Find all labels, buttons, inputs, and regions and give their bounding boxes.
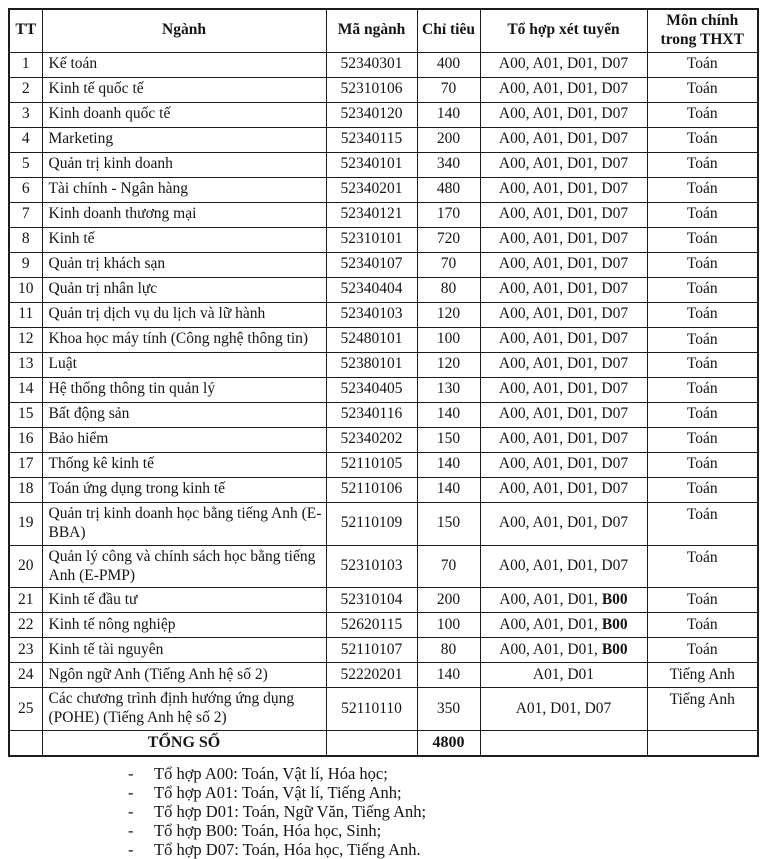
tohop-text: A00, A01, D01, D07: [498, 80, 629, 98]
cell-tt: 11: [9, 302, 42, 327]
cell-tohop: [480, 252, 647, 277]
cell-ma: 52110107: [326, 638, 417, 663]
cell-mon: Toán: [647, 127, 758, 152]
cell-ma: 52620115: [326, 613, 417, 638]
header-row: [9, 9, 758, 52]
table-row: [9, 663, 758, 688]
tohop-text: A00, A01, D01, D07: [498, 280, 629, 298]
column-header-tohop: Tổ hợp xét tuyển: [480, 9, 647, 52]
table-row: [9, 102, 758, 127]
tohop-text: A00, A01, D01, D07: [498, 380, 629, 398]
cell-tt: 20: [9, 545, 42, 588]
cell-mon: Toán: [647, 252, 758, 277]
tohop-text: A00, A01, D01, D07: [498, 180, 629, 198]
cell-chitieu: 350: [417, 688, 480, 731]
cell-ma: 52340107: [326, 252, 417, 277]
cell-ma: 52380101: [326, 352, 417, 377]
cell-tt: 5: [9, 152, 42, 177]
table-row: [9, 477, 758, 502]
cell-tohop: [480, 277, 647, 302]
cell-nganh: Kinh tế: [42, 227, 326, 252]
cell-tohop: [480, 638, 647, 663]
cell-ma: 52110109: [326, 502, 417, 545]
cell-nganh: Marketing: [42, 127, 326, 152]
cell-chitieu: 120: [417, 352, 480, 377]
cell-chitieu: 140: [417, 663, 480, 688]
table-row: [9, 277, 758, 302]
table-row: [9, 588, 758, 613]
cell-nganh: Bảo hiểm: [42, 427, 326, 452]
cell-mon: Toán: [647, 477, 758, 502]
cell-mon: Toán: [647, 177, 758, 202]
cell-nganh: Quản trị khách sạn: [42, 252, 326, 277]
total-cell-ma: [326, 731, 417, 756]
cell-chitieu: 200: [417, 588, 480, 613]
cell-nganh: Toán ứng dụng trong kinh tế: [42, 477, 326, 502]
tohop-text: A00, A01, D01, D07: [498, 155, 629, 173]
cell-tohop: [480, 52, 647, 77]
footnote-item: - Tổ hợp A01: Toán, Vật lí, Tiếng Anh;: [126, 783, 686, 802]
cell-nganh: Khoa học máy tính (Công nghệ thông tin): [42, 327, 326, 352]
footnotes: [126, 764, 686, 859]
cell-mon: Toán: [647, 638, 758, 663]
total-cell-mon: [647, 731, 758, 756]
cell-chitieu: 480: [417, 177, 480, 202]
tohop-text: A00, A01, D01, D07: [498, 55, 629, 73]
cell-chitieu: 140: [417, 452, 480, 477]
tohop-text: A00, A01, D01, D07: [498, 355, 629, 373]
cell-chitieu: 170: [417, 202, 480, 227]
column-header-ma: Mã ngành: [326, 9, 417, 52]
total-cell-tohop: [480, 731, 647, 756]
tohop-text: A00, A01, D01, D07: [498, 305, 629, 323]
cell-nganh: Kinh tế nông nghiệp: [42, 613, 326, 638]
cell-tohop: [480, 327, 647, 352]
table-row: [9, 427, 758, 452]
table-row: [9, 127, 758, 152]
cell-tohop: [480, 152, 647, 177]
cell-tohop: [480, 502, 647, 545]
total-row: [9, 731, 758, 756]
cell-tohop: [480, 377, 647, 402]
total-cell-tt: [9, 731, 42, 756]
cell-ma: 52340201: [326, 177, 417, 202]
cell-nganh: Kinh tế tài nguyên: [42, 638, 326, 663]
column-header-tt: TT: [9, 9, 42, 52]
cell-tt: 10: [9, 277, 42, 302]
cell-tohop: [480, 402, 647, 427]
table-row: [9, 327, 758, 352]
cell-tohop: [480, 613, 647, 638]
cell-nganh: Hệ thống thông tin quản lý: [42, 377, 326, 402]
cell-mon: Toán: [647, 327, 758, 352]
tohop-bold-text: B00: [601, 615, 628, 633]
cell-chitieu: 140: [417, 477, 480, 502]
cell-nganh: Quản trị kinh doanh: [42, 152, 326, 177]
cell-chitieu: 140: [417, 102, 480, 127]
cell-tohop: [480, 227, 647, 252]
cell-chitieu: 70: [417, 77, 480, 102]
cell-ma: 52310101: [326, 227, 417, 252]
cell-nganh: Kinh doanh thương mại: [42, 202, 326, 227]
cell-tt: 9: [9, 252, 42, 277]
tohop-text: A00, A01, D01, D07: [498, 480, 629, 498]
cell-nganh: Ngôn ngữ Anh (Tiếng Anh hệ số 2): [42, 663, 326, 688]
total-label: TỔNG SỐ: [42, 731, 326, 756]
cell-ma: 52340405: [326, 377, 417, 402]
footnote-item: - Tổ hợp D07: Toán, Hóa học, Tiếng Anh.: [126, 840, 686, 859]
cell-tohop: [480, 77, 647, 102]
tohop-text: A00, A01, D01, D07: [498, 205, 629, 223]
column-header-mon: Môn chính trong THXT: [647, 9, 758, 52]
column-header-nganh: Ngành: [42, 9, 326, 52]
cell-tt: 17: [9, 452, 42, 477]
cell-chitieu: 150: [417, 502, 480, 545]
cell-mon: Toán: [647, 202, 758, 227]
cell-mon: Toán: [647, 377, 758, 402]
tohop-text: A01, D01, D07: [515, 699, 612, 717]
cell-mon: Toán: [647, 588, 758, 613]
cell-chitieu: 100: [417, 327, 480, 352]
table-row: [9, 545, 758, 588]
cell-mon: Toán: [647, 545, 758, 588]
cell-tohop: [480, 545, 647, 588]
tohop-bold-text: B00: [601, 640, 628, 658]
cell-tt: 3: [9, 102, 42, 127]
table-row: [9, 227, 758, 252]
cell-mon: Toán: [647, 102, 758, 127]
footnote-item: - Tổ hợp A00: Toán, Vật lí, Hóa học;: [126, 764, 686, 783]
cell-mon: Toán: [647, 613, 758, 638]
cell-tt: 7: [9, 202, 42, 227]
cell-ma: 52340116: [326, 402, 417, 427]
cell-tt: 16: [9, 427, 42, 452]
table-row: [9, 402, 758, 427]
cell-chitieu: 70: [417, 252, 480, 277]
cell-ma: 52340120: [326, 102, 417, 127]
cell-ma: 52340121: [326, 202, 417, 227]
cell-tohop: [480, 352, 647, 377]
cell-tt: 13: [9, 352, 42, 377]
table-row: [9, 152, 758, 177]
admissions-table: [8, 8, 759, 757]
cell-nganh: Thống kê kinh tế: [42, 452, 326, 477]
cell-ma: 52220201: [326, 663, 417, 688]
cell-mon: Tiếng Anh: [647, 663, 758, 688]
table-row: [9, 613, 758, 638]
tohop-text: A00, A01, D01, D07: [498, 230, 629, 248]
tohop-text: A00, A01, D01, D07: [498, 455, 629, 473]
cell-tt: 23: [9, 638, 42, 663]
tohop-text: A00, A01, D01, D07: [498, 514, 629, 532]
cell-nganh: Quản trị nhân lực: [42, 277, 326, 302]
table-row: [9, 252, 758, 277]
tohop-text: A01, D01: [532, 665, 595, 683]
tohop-text: A00, A01, D01, D07: [498, 255, 629, 273]
cell-tt: 12: [9, 327, 42, 352]
cell-chitieu: 140: [417, 402, 480, 427]
tohop-text: A00, A01, D01, D07: [498, 557, 629, 575]
cell-nganh: Kinh tế quốc tế: [42, 77, 326, 102]
cell-ma: 52340103: [326, 302, 417, 327]
cell-ma: 52340115: [326, 127, 417, 152]
footnote-item: - Tổ hợp B00: Toán, Hóa học, Sinh;: [126, 821, 686, 840]
cell-mon: Toán: [647, 452, 758, 477]
cell-tt: 8: [9, 227, 42, 252]
cell-nganh: Quản trị dịch vụ du lịch và lữ hành: [42, 302, 326, 327]
cell-ma: 52340101: [326, 152, 417, 177]
table-row: [9, 452, 758, 477]
cell-ma: 52310103: [326, 545, 417, 588]
cell-ma: 52110106: [326, 477, 417, 502]
cell-mon: Toán: [647, 77, 758, 102]
cell-mon: Toán: [647, 352, 758, 377]
cell-tohop: [480, 202, 647, 227]
tohop-text: A00, A01, D01,: [499, 590, 602, 608]
cell-tt: 1: [9, 52, 42, 77]
cell-chitieu: 720: [417, 227, 480, 252]
cell-ma: 52340404: [326, 277, 417, 302]
cell-tt: 6: [9, 177, 42, 202]
table-row: [9, 352, 758, 377]
cell-tohop: [480, 452, 647, 477]
cell-tohop: [480, 302, 647, 327]
cell-tohop: [480, 177, 647, 202]
cell-mon: Toán: [647, 152, 758, 177]
cell-mon: Toán: [647, 302, 758, 327]
cell-tt: 15: [9, 402, 42, 427]
cell-ma: 52340202: [326, 427, 417, 452]
cell-chitieu: 70: [417, 545, 480, 588]
cell-tt: 19: [9, 502, 42, 545]
cell-ma: 52310104: [326, 588, 417, 613]
table-row: [9, 52, 758, 77]
tohop-text: A00, A01, D01, D07: [498, 330, 629, 348]
tohop-text: A00, A01, D01, D07: [498, 405, 629, 423]
cell-mon: Toán: [647, 502, 758, 545]
table-row: [9, 202, 758, 227]
cell-tt: 4: [9, 127, 42, 152]
cell-tohop: [480, 427, 647, 452]
cell-nganh: Kế toán: [42, 52, 326, 77]
cell-nganh: Tài chính - Ngân hàng: [42, 177, 326, 202]
cell-mon: Toán: [647, 402, 758, 427]
cell-nganh: Quản trị kinh doanh học bằng tiếng Anh (E-BBA): [42, 502, 326, 545]
cell-tohop: [480, 663, 647, 688]
cell-mon: Toán: [647, 52, 758, 77]
tohop-bold-text: B00: [601, 590, 628, 608]
cell-nganh: Quản lý công và chính sách học bằng tiếng Anh (E-PMP): [42, 545, 326, 588]
cell-nganh: Bất động sản: [42, 402, 326, 427]
cell-chitieu: 100: [417, 613, 480, 638]
cell-ma: 52110110: [326, 688, 417, 731]
cell-chitieu: 340: [417, 152, 480, 177]
cell-chitieu: 80: [417, 638, 480, 663]
table-row: [9, 177, 758, 202]
table-row: [9, 77, 758, 102]
footnote-item: - Tổ hợp D01: Toán, Ngữ Văn, Tiếng Anh;: [126, 802, 686, 821]
tohop-text: A00, A01, D01, D07: [498, 105, 629, 123]
cell-nganh: Luật: [42, 352, 326, 377]
tohop-text: A00, A01, D01, D07: [498, 430, 629, 448]
tohop-text: A00, A01, D01,: [499, 640, 602, 658]
cell-chitieu: 80: [417, 277, 480, 302]
total-chitieu: 4800: [417, 731, 480, 756]
table-row: [9, 377, 758, 402]
cell-nganh: Các chương trình định hướng ứng dụng (POHE) (Tiếng Anh hệ số 2): [42, 688, 326, 731]
cell-mon: Tiếng Anh: [647, 688, 758, 731]
cell-tt: 18: [9, 477, 42, 502]
cell-mon: Toán: [647, 277, 758, 302]
cell-ma: 52340301: [326, 52, 417, 77]
cell-tohop: [480, 588, 647, 613]
tohop-text: A00, A01, D01, D07: [498, 130, 629, 148]
cell-chitieu: 130: [417, 377, 480, 402]
cell-tt: 21: [9, 588, 42, 613]
cell-chitieu: 400: [417, 52, 480, 77]
table-row: [9, 638, 758, 663]
cell-ma: 52110105: [326, 452, 417, 477]
cell-chitieu: 120: [417, 302, 480, 327]
cell-ma: 52310106: [326, 77, 417, 102]
cell-nganh: Kinh tế đầu tư: [42, 588, 326, 613]
cell-tohop: [480, 477, 647, 502]
cell-mon: Toán: [647, 227, 758, 252]
table-row: [9, 688, 758, 731]
cell-tt: 25: [9, 688, 42, 731]
cell-tohop: [480, 127, 647, 152]
cell-tohop: [480, 688, 647, 731]
tohop-text: A00, A01, D01,: [499, 615, 602, 633]
cell-tt: 2: [9, 77, 42, 102]
cell-tt: 14: [9, 377, 42, 402]
column-header-chitieu: Chỉ tiêu: [417, 9, 480, 52]
table-row: [9, 502, 758, 545]
cell-chitieu: 200: [417, 127, 480, 152]
cell-tohop: [480, 102, 647, 127]
cell-tt: 24: [9, 663, 42, 688]
cell-ma: 52480101: [326, 327, 417, 352]
table-row: [9, 302, 758, 327]
cell-chitieu: 150: [417, 427, 480, 452]
cell-mon: Toán: [647, 427, 758, 452]
cell-tt: 22: [9, 613, 42, 638]
cell-nganh: Kinh doanh quốc tế: [42, 102, 326, 127]
